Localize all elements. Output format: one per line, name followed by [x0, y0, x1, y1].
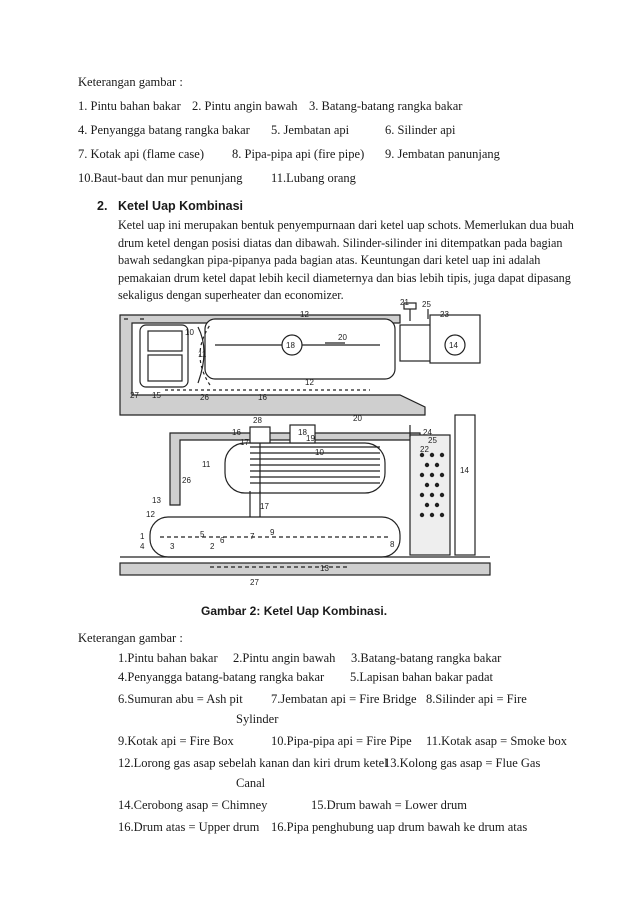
label-3: 3: [170, 542, 175, 551]
label-12b: 12: [305, 378, 314, 387]
legend-item: 7.Jembatan api = Fire Bridge: [271, 692, 417, 706]
label-5: 5: [200, 530, 205, 539]
label-17b: 17: [260, 502, 269, 511]
paragraph-line: sekaligus dengan superheater dan economizer.: [118, 288, 344, 303]
label-11: 11: [202, 460, 211, 469]
legend-item: 10.Baut-baut dan mur penunjang: [78, 171, 243, 185]
boiler-diagram: [110, 295, 510, 600]
upper-boiler-drawing: [120, 303, 480, 415]
label-16: 16: [232, 428, 241, 437]
label-21: 21: [400, 298, 409, 307]
legend-item: 3.Batang-batang rangka bakar: [351, 651, 502, 665]
label-10: 10: [315, 448, 324, 457]
legend-item: 5.Lapisan bahan bakar padat: [350, 670, 493, 684]
legend-item: 16.Pipa penghubung uap drum bawah ke drum atas: [271, 820, 528, 834]
legend-item: 2.Pintu angin bawah: [233, 651, 336, 665]
section-title: Ketel Uap Kombinasi: [118, 199, 244, 213]
legend-item: 10.Pipa-pipa api = Fire Pipe: [271, 734, 412, 748]
label-14: 14: [449, 341, 458, 350]
legend-item: 16.Drum atas = Upper drum: [118, 820, 260, 834]
label-6: 6: [220, 536, 225, 545]
label-14: 14: [460, 466, 469, 475]
label-28: 28: [253, 416, 262, 425]
legend-item: 6. Silinder api: [385, 123, 456, 137]
section-number: 2.: [97, 199, 108, 213]
label-20: 20: [338, 333, 347, 342]
label-27: 27: [250, 578, 259, 587]
label-23: 23: [440, 310, 449, 319]
label-17: 17: [240, 438, 249, 447]
legend-item: 6.Sumuran abu = Ash pit: [118, 692, 243, 706]
legend-item: 7. Kotak api (flame case): [78, 147, 204, 161]
legend-item: 15.Drum bawah = Lower drum: [311, 798, 467, 812]
label-18: 18: [286, 341, 295, 350]
legend-heading-2: Keterangan gambar :: [78, 631, 183, 645]
legend-item: 9. Jembatan panunjang: [385, 147, 500, 161]
label-4: 4: [140, 542, 145, 551]
label-11: 11: [198, 350, 207, 359]
label-27: 27: [130, 391, 139, 400]
label-8: 8: [390, 540, 395, 549]
legend-item: 14.Cerobong asap = Chimney: [118, 798, 268, 812]
legend-item: Sylinder: [236, 712, 279, 726]
paragraph-line: pemakaian drum ketel dapat lebih kecil diameternya dan bias lebih tipis, juga dapat dipasang: [118, 270, 571, 285]
label-15: 15: [152, 391, 161, 400]
label-1: 1: [140, 532, 145, 541]
legend-item: 3. Batang-batang rangka bakar: [309, 99, 463, 113]
label-25: 25: [428, 436, 437, 445]
label-7: 7: [250, 532, 255, 541]
legend-item: 8.Silinder api = Fire: [426, 692, 527, 706]
label-9: 9: [270, 528, 275, 537]
label-24: 24: [423, 428, 432, 437]
label-26: 26: [182, 476, 191, 485]
legend-item: 1.Pintu bahan bakar: [118, 651, 218, 665]
label-12: 12: [300, 310, 309, 319]
paragraph-line: Ketel uap ini merupakan bentuk penyempurnaan dari ketel uap schots. Memerlukan dua buah: [118, 218, 574, 232]
label-20: 20: [353, 414, 362, 423]
figure-caption: Gambar 2: Ketel Uap Kombinasi.: [201, 604, 388, 618]
label-22: 22: [420, 445, 429, 454]
legend-item: 8. Pipa-pipa api (fire pipe): [232, 147, 365, 161]
legend-item: 4.Penyangga batang-batang rangka bakar: [118, 670, 325, 684]
label-16: 16: [258, 393, 267, 402]
legend-item: Canal: [236, 776, 266, 790]
label-13b: 13: [320, 564, 329, 573]
label-10: 10: [185, 328, 194, 337]
paragraph-line: drum ketel dengan posisi diatas dan dibawah. Silinder-silinder ini ditempatkan pada bagian: [118, 235, 563, 250]
label-26: 26: [200, 393, 209, 402]
legend-item: 5. Jembatan api: [271, 123, 350, 137]
label-2: 2: [210, 542, 215, 551]
legend-item: 4. Penyangga batang rangka bakar: [78, 123, 250, 137]
paragraph-line: bawah sedangkan pipa-pipanya pada bagian atas. Keuntungan dari ketel uap ini adalah: [118, 253, 541, 268]
legend-item: 13.Kolong gas asap = Flue Gas: [384, 756, 541, 770]
legend-item: 11.Lubang orang: [271, 171, 356, 185]
legend-item: 12.Lorong gas asap sebelah kanan dan kiri drum ketel: [118, 756, 388, 770]
legend-item: 9.Kotak api = Fire Box: [118, 734, 234, 748]
section-paragraph: [118, 217, 574, 305]
legend-item: 2. Pintu angin bawah: [192, 99, 298, 113]
legend-heading-1: Keterangan gambar :: [78, 75, 183, 89]
label-18: 18: [298, 428, 307, 437]
label-13: 13: [152, 496, 161, 505]
label-25: 25: [422, 300, 431, 309]
legend-item: 11.Kotak asap = Smoke box: [426, 734, 567, 748]
label-19: 19: [306, 434, 315, 443]
label-12: 12: [146, 510, 155, 519]
legend-item: 1. Pintu bahan bakar: [78, 99, 181, 113]
